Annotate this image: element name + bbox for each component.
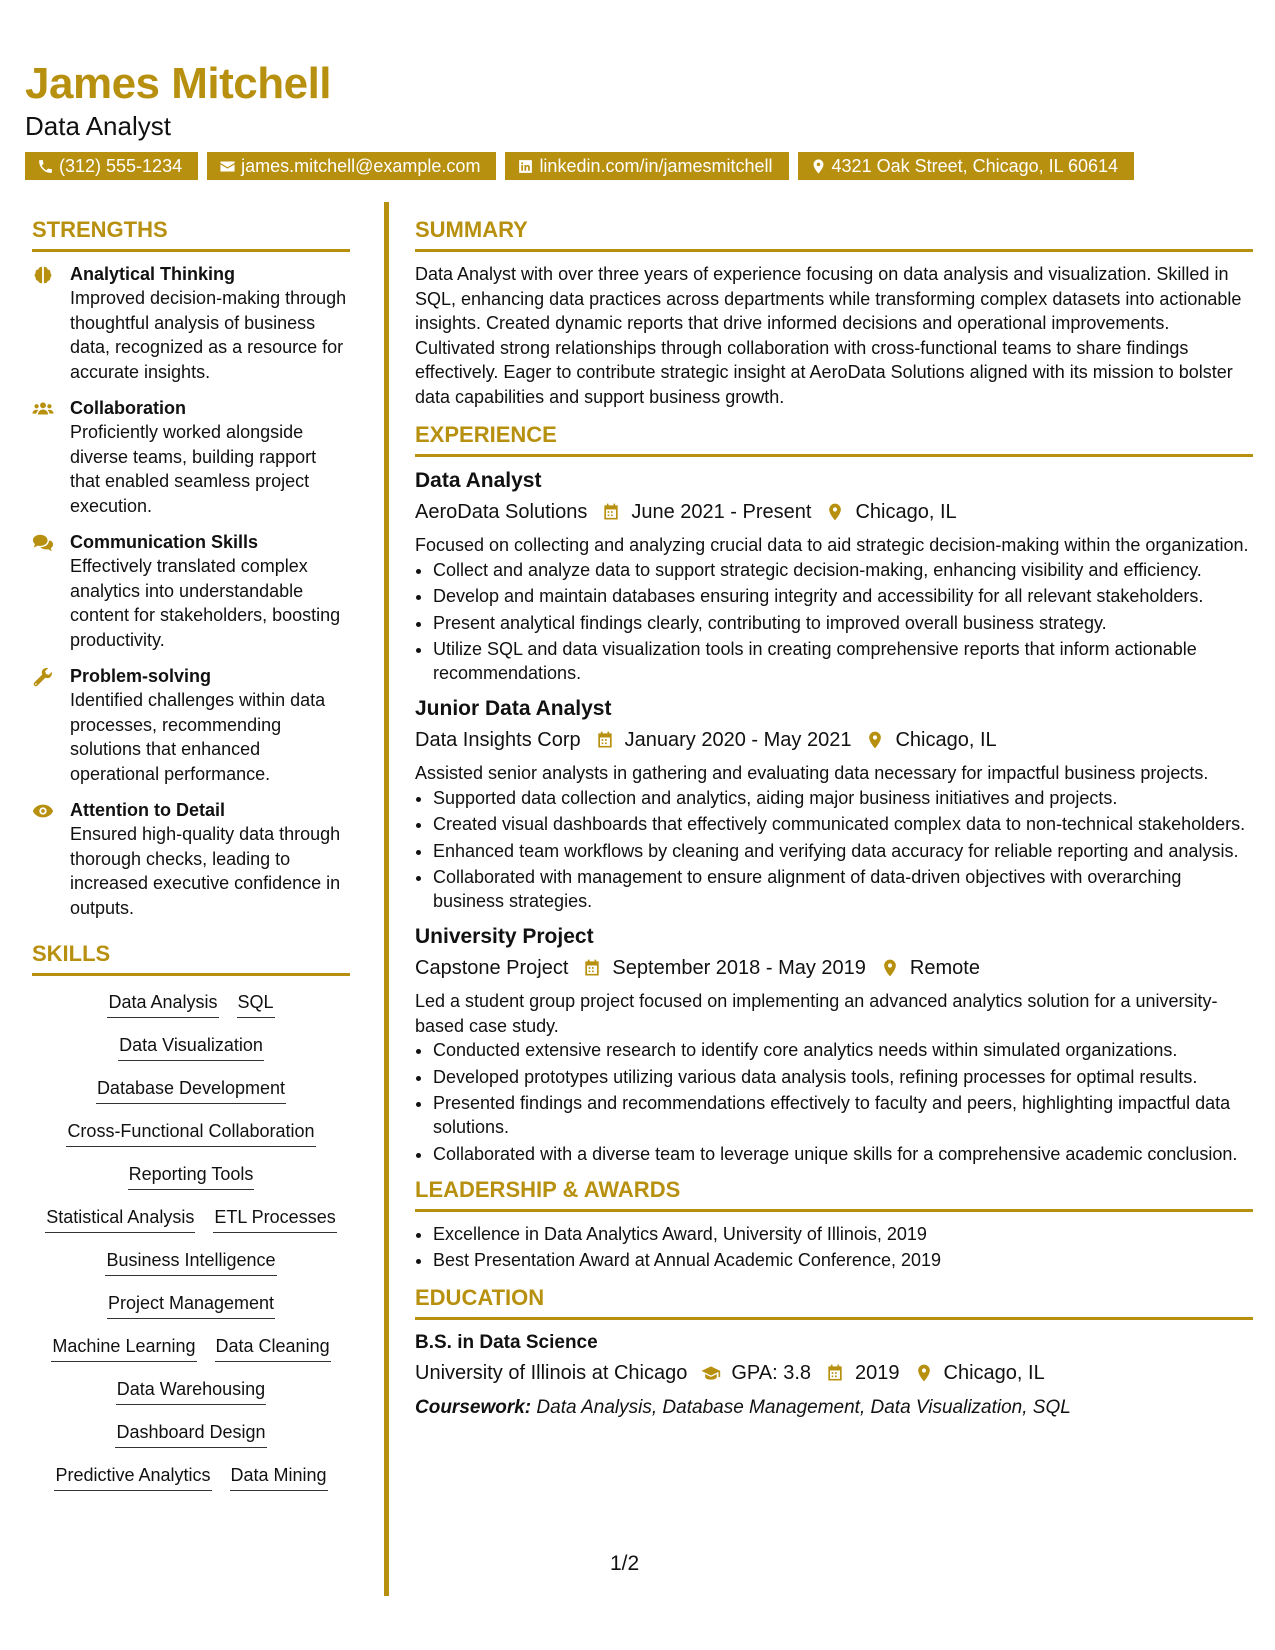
job-location: Remote [909, 957, 980, 979]
envelope-icon [219, 158, 236, 175]
skill-tag: Data Analysis [107, 990, 218, 1018]
skill-tag: Database Development [96, 1076, 286, 1104]
skill-tag: Statistical Analysis [45, 1205, 195, 1233]
strength-item [32, 530, 350, 652]
skill-tag: Reporting Tools [128, 1162, 255, 1190]
job-meta [415, 497, 1253, 527]
skill-tag: Dashboard Design [115, 1420, 266, 1448]
summary-heading: SUMMARY [415, 216, 1253, 252]
job-description: Assisted senior analysts in gathering and evaluating data necessary for impactful business projects. [415, 763, 1209, 783]
skill-tag: SQL [237, 990, 275, 1018]
linkedin-chip[interactable] [505, 152, 788, 180]
list-item: • Collect and analyze data to support strategic decision-making, enhancing visibility and efficiency. [433, 558, 1253, 582]
column-divider [384, 202, 389, 1596]
strength-title: Attention to Detail [70, 800, 225, 820]
coursework-label: Coursework: [415, 1397, 532, 1418]
list-item: • Developed prototypes utilizing various data analysis tools, refining processes for optimal results. [433, 1065, 1253, 1089]
education-meta [415, 1358, 1253, 1388]
skill-tag: Machine Learning [51, 1334, 196, 1362]
job-entry [415, 923, 1253, 1166]
strength-description: Identified challenges within data processes, recommending solutions that enhanced operational performance. [70, 690, 326, 784]
phone-chip[interactable] [25, 152, 198, 180]
job-title: University Project [415, 925, 594, 948]
comments-icon [32, 532, 54, 554]
skill-tag: Data Mining [230, 1463, 328, 1491]
job-dates: September 2018 - May 2019 [612, 957, 866, 979]
skill-tag: Data Warehousing [116, 1377, 266, 1405]
users-icon [32, 398, 54, 420]
list-item: • Develop and maintain databases ensuring integrity and accessibility for all relevant stakeholders. [433, 584, 1253, 608]
skill-tag: Cross-Functional Collaboration [66, 1119, 315, 1147]
list-item: • Supported data collection and analytics, aiding major business initiatives and projects. [433, 786, 1253, 810]
skill-tag: Data Cleaning [215, 1334, 331, 1362]
coursework-text: Data Analysis, Database Management, Data Visualization, SQL [536, 1397, 1071, 1418]
page-number: 1/2 [610, 1552, 640, 1575]
job-description: Led a student group project focused on implementing an advanced analytics solution for a university-based case study. [415, 991, 1218, 1036]
linkedin-text: linkedin.com/in/jamesmitchell [539, 156, 773, 176]
job-title: Data Analyst [415, 469, 542, 492]
list-item: • Created visual dashboards that effectively communicated complex data to non-technical stakeholders. [433, 812, 1253, 836]
list-item: • Conducted extensive research to identify core analytics needs within simulated organizations. [433, 1038, 1253, 1062]
experience-heading: EXPERIENCE [415, 421, 1253, 457]
phone-text: (312) 555-1234 [59, 156, 183, 176]
map-marker-icon [810, 158, 827, 175]
skill-tag: Data Visualization [118, 1033, 264, 1061]
list-item: • Enhanced team workflows by cleaning and verifying data accuracy for reliable reporting and analysis. [433, 839, 1253, 863]
list-item: • Present analytical findings clearly, contributing to improved overall business strategy. [433, 611, 1253, 635]
strength-item [32, 664, 350, 786]
skills-list [32, 990, 350, 1506]
map-marker-icon [825, 502, 845, 522]
job-dates: January 2020 - May 2021 [624, 729, 852, 751]
contact-bar [25, 152, 1235, 180]
strength-item [32, 262, 350, 384]
address-text: 4321 Oak Street, Chicago, IL 60614 [831, 156, 1119, 176]
list-item: • Utilize SQL and data visualization tools in creating comprehensive reports that inform actionable recommendations. [433, 637, 1253, 685]
job-meta [415, 953, 1253, 983]
job-meta [415, 725, 1253, 755]
graduation-year: 2019 [855, 1362, 900, 1384]
skill-tag: Predictive Analytics [54, 1463, 211, 1491]
job-location: Chicago, IL [855, 501, 957, 523]
coursework [415, 1394, 1253, 1422]
candidate-title: Data Analyst [25, 111, 171, 141]
job-description: Focused on collecting and analyzing crucial data to aid strategic decision-making within the organization. [415, 535, 1249, 555]
school-location: Chicago, IL [943, 1362, 1045, 1384]
email-chip[interactable] [207, 152, 496, 180]
company-name: Data Insights Corp [415, 729, 581, 751]
strength-item [32, 396, 350, 518]
candidate-name: James Mitchell [25, 59, 332, 108]
list-item: • Presented findings and recommendations effectively to faculty and peers, highlighting impactful data solutions. [433, 1091, 1253, 1139]
job-location: Chicago, IL [895, 729, 997, 751]
job-entry [415, 467, 1253, 685]
list-item: • Excellence in Data Analytics Award, University of Illinois, 2019 [433, 1222, 1253, 1246]
email-text: james.mitchell@example.com [241, 156, 481, 176]
strength-title: Analytical Thinking [70, 264, 236, 284]
job-title: Junior Data Analyst [415, 697, 612, 720]
school-name: University of Illinois at Chicago [415, 1362, 688, 1384]
map-marker-icon [880, 958, 900, 978]
eye-icon [32, 800, 54, 822]
calendar-icon [595, 730, 615, 750]
address-chip[interactable] [798, 152, 1135, 180]
education-heading: EDUCATION [415, 1284, 1253, 1320]
resume-header [25, 58, 1235, 180]
map-marker-icon [865, 730, 885, 750]
strength-title: Collaboration [70, 398, 186, 418]
wrench-icon [32, 666, 54, 688]
list-item: • Best Presentation Award at Annual Academic Conference, 2019 [433, 1248, 1253, 1272]
skill-tag: Business Intelligence [105, 1248, 276, 1276]
strength-item [32, 798, 350, 920]
degree-title: B.S. in Data Science [415, 1332, 598, 1353]
map-marker-icon [914, 1363, 934, 1383]
awards-heading: LEADERSHIP & AWARDS [415, 1176, 1253, 1212]
phone-icon [37, 158, 54, 175]
strength-description: Ensured high-quality data through thorough checks, leading to increased executive confidence in outputs. [70, 824, 341, 918]
summary-text: Data Analyst with over three years of experience focusing on data analysis and visualization. Skilled in SQL, enhancing data practices across departments while transforming complex datasets into actionable insights. Created dynamic reports that drive informed decisions and operational improvements. Cultivated strong relationships through collaboration with cross-functional teams to share findings effectively. Eager to contribute strategic insight at AeroData Solutions aligned with its mission to bolster data capabilities and support business growth. [415, 264, 1242, 407]
list-item: • Collaborated with a diverse team to leverage unique skills for a comprehensive academic conclusion. [433, 1142, 1253, 1166]
calendar-icon [825, 1363, 845, 1383]
strength-description: Proficiently worked alongside diverse teams, building rapport that enabled seamless project execution. [70, 422, 317, 516]
calendar-icon [601, 502, 621, 522]
brain-icon [32, 264, 54, 286]
list-item: • Collaborated with management to ensure alignment of data-driven objectives with overarching business strategies. [433, 865, 1253, 913]
skill-tag: ETL Processes [213, 1205, 336, 1233]
graduation-cap-icon [701, 1363, 721, 1383]
job-dates: June 2021 - Present [631, 501, 812, 523]
calendar-icon [582, 958, 602, 978]
strength-title: Communication Skills [70, 532, 259, 552]
gpa: GPA: 3.8 [731, 1362, 812, 1384]
right-column [415, 216, 1253, 1422]
strength-description: Effectively translated complex analytics into understandable content for stakeholders, boosting productivity. [70, 556, 341, 650]
company-name: Capstone Project [415, 957, 569, 979]
linkedin-icon [517, 158, 534, 175]
left-column [32, 216, 350, 1506]
skill-tag: Project Management [107, 1291, 275, 1319]
skills-heading: SKILLS [32, 940, 350, 976]
strengths-heading: STRENGTHS [32, 216, 350, 252]
company-name: AeroData Solutions [415, 501, 588, 523]
job-entry [415, 695, 1253, 913]
strength-title: Problem-solving [70, 666, 212, 686]
strength-description: Improved decision-making through thoughtful analysis of business data, recognized as a resource for accurate insights. [70, 288, 347, 382]
